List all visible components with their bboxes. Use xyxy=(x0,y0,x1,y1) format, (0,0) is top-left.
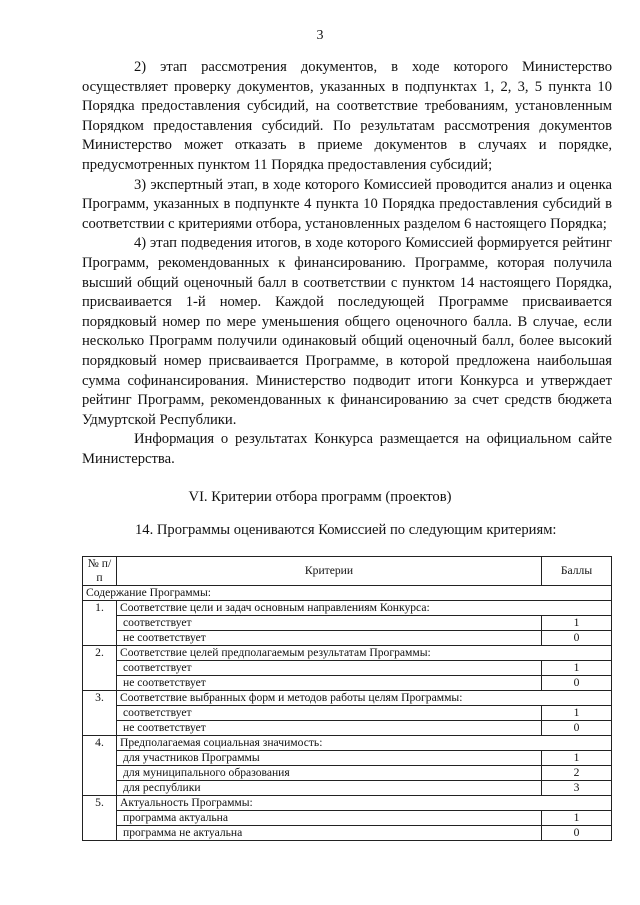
option-label: соответствует xyxy=(117,706,542,721)
table-section-row xyxy=(83,586,612,601)
criteria-table xyxy=(82,556,612,841)
paragraph-results-info: Информация о результатах Конкурса размещается на официальном сайте Министерства. xyxy=(82,431,612,467)
criterion-row xyxy=(83,796,612,811)
option-score: 0 xyxy=(542,826,612,841)
criterion-title: Соответствие цели и задач основным направлениям Конкурса: xyxy=(117,601,612,616)
option-score: 1 xyxy=(542,811,612,826)
option-label: программа актуальна xyxy=(117,811,542,826)
option-row xyxy=(83,781,612,796)
option-row xyxy=(83,616,612,631)
criterion-number: 2. xyxy=(83,646,117,691)
header-num: № п/п xyxy=(83,557,117,586)
criterion-title: Предполагаемая социальная значимость: xyxy=(117,736,612,751)
criterion-number: 3. xyxy=(83,691,117,736)
section-heading: VI. Критерии отбора программ (проектов) xyxy=(188,489,452,505)
option-score: 2 xyxy=(542,766,612,781)
option-label: не соответствует xyxy=(117,676,542,691)
option-score: 1 xyxy=(542,706,612,721)
option-score: 0 xyxy=(542,676,612,691)
criterion-number: 1. xyxy=(83,601,117,646)
header-criteria: Критерии xyxy=(117,557,542,586)
option-label: соответствует xyxy=(117,661,542,676)
section-label: Содержание Программы: xyxy=(83,586,612,601)
option-row xyxy=(83,661,612,676)
option-row xyxy=(83,751,612,766)
option-label: для муниципального образования xyxy=(117,766,542,781)
option-row xyxy=(83,811,612,826)
option-label: не соответствует xyxy=(117,631,542,646)
criteria-intro: 14. Программы оцениваются Комиссией по следующим критериям: xyxy=(135,522,557,538)
criterion-title: Соответствие выбранных форм и методов работы целям Программы: xyxy=(117,691,612,706)
paragraph-stage-4: 4) этап подведения итогов, в ходе которого Комиссией формируется рейтинг Программ, рекомендованных к финансированию. Программе, которая получила высший общий оценочный балл в соответствии с пунктом 14 настоящего Порядка, присваивается 1-й номер. Каждой последующей Программе присваивается порядковый номер по мере уменьшения общего оценочного балла. В случае, если несколько Программ получили одинаковый общий оценочный балл, более высокий порядковый номер присваивается Программе, в которой предложена наибольшая сумма софинансирования. Министерство подводит итоги Конкурса и утверждает рейтинг Программ, рекомендованных к финансированию за счет средств бюджета Удмуртской Республики. xyxy=(82,235,612,428)
option-score: 1 xyxy=(542,616,612,631)
option-row xyxy=(83,676,612,691)
criterion-row xyxy=(83,691,612,706)
paragraph-stage-3: 3) экспертный этап, в ходе которого Комиссией проводится анализ и оценка Программ, указанных в подпункте 4 пункта 10 Порядка предоставления субсидий в соответствии с критериями отбора, установленных разделом 6 настоящего Порядка; xyxy=(82,176,612,232)
option-label: программа не актуальна xyxy=(117,826,542,841)
option-score: 3 xyxy=(542,781,612,796)
option-label: не соответствует xyxy=(117,721,542,736)
table-header-row xyxy=(83,557,612,586)
option-score: 0 xyxy=(542,721,612,736)
option-score: 0 xyxy=(542,631,612,646)
criterion-title: Соответствие целей предполагаемым результатам Программы: xyxy=(117,646,612,661)
criterion-row xyxy=(83,601,612,616)
option-label: соответствует xyxy=(117,616,542,631)
option-row xyxy=(83,766,612,781)
option-row xyxy=(83,826,612,841)
option-score: 1 xyxy=(542,751,612,766)
page-number: 3 xyxy=(316,28,324,43)
header-score: Баллы xyxy=(542,557,612,586)
criterion-number: 4. xyxy=(83,736,117,796)
option-row xyxy=(83,631,612,646)
body-text xyxy=(82,58,612,469)
option-score: 1 xyxy=(542,661,612,676)
option-label: для республики xyxy=(117,781,542,796)
option-label: для участников Программы xyxy=(117,751,542,766)
option-row xyxy=(83,706,612,721)
criterion-number: 5. xyxy=(83,796,117,841)
option-row xyxy=(83,721,612,736)
criterion-row xyxy=(83,646,612,661)
criterion-row xyxy=(83,736,612,751)
paragraph-stage-2: 2) этап рассмотрения документов, в ходе которого Министерство осуществляет проверку документов, указанных в подпунктах 1, 2, 3, 5 пункта 10 Порядка предоставления субсидий, на соответствие требованиям, установленным Порядком предоставления субсидий. По результатам рассмотрения документов Министерство может отказать в приеме документов в случаях и порядке, предусмотренных пунктом 11 Порядка предоставления субсидий; xyxy=(82,59,612,173)
criterion-title: Актуальность Программы: xyxy=(117,796,612,811)
